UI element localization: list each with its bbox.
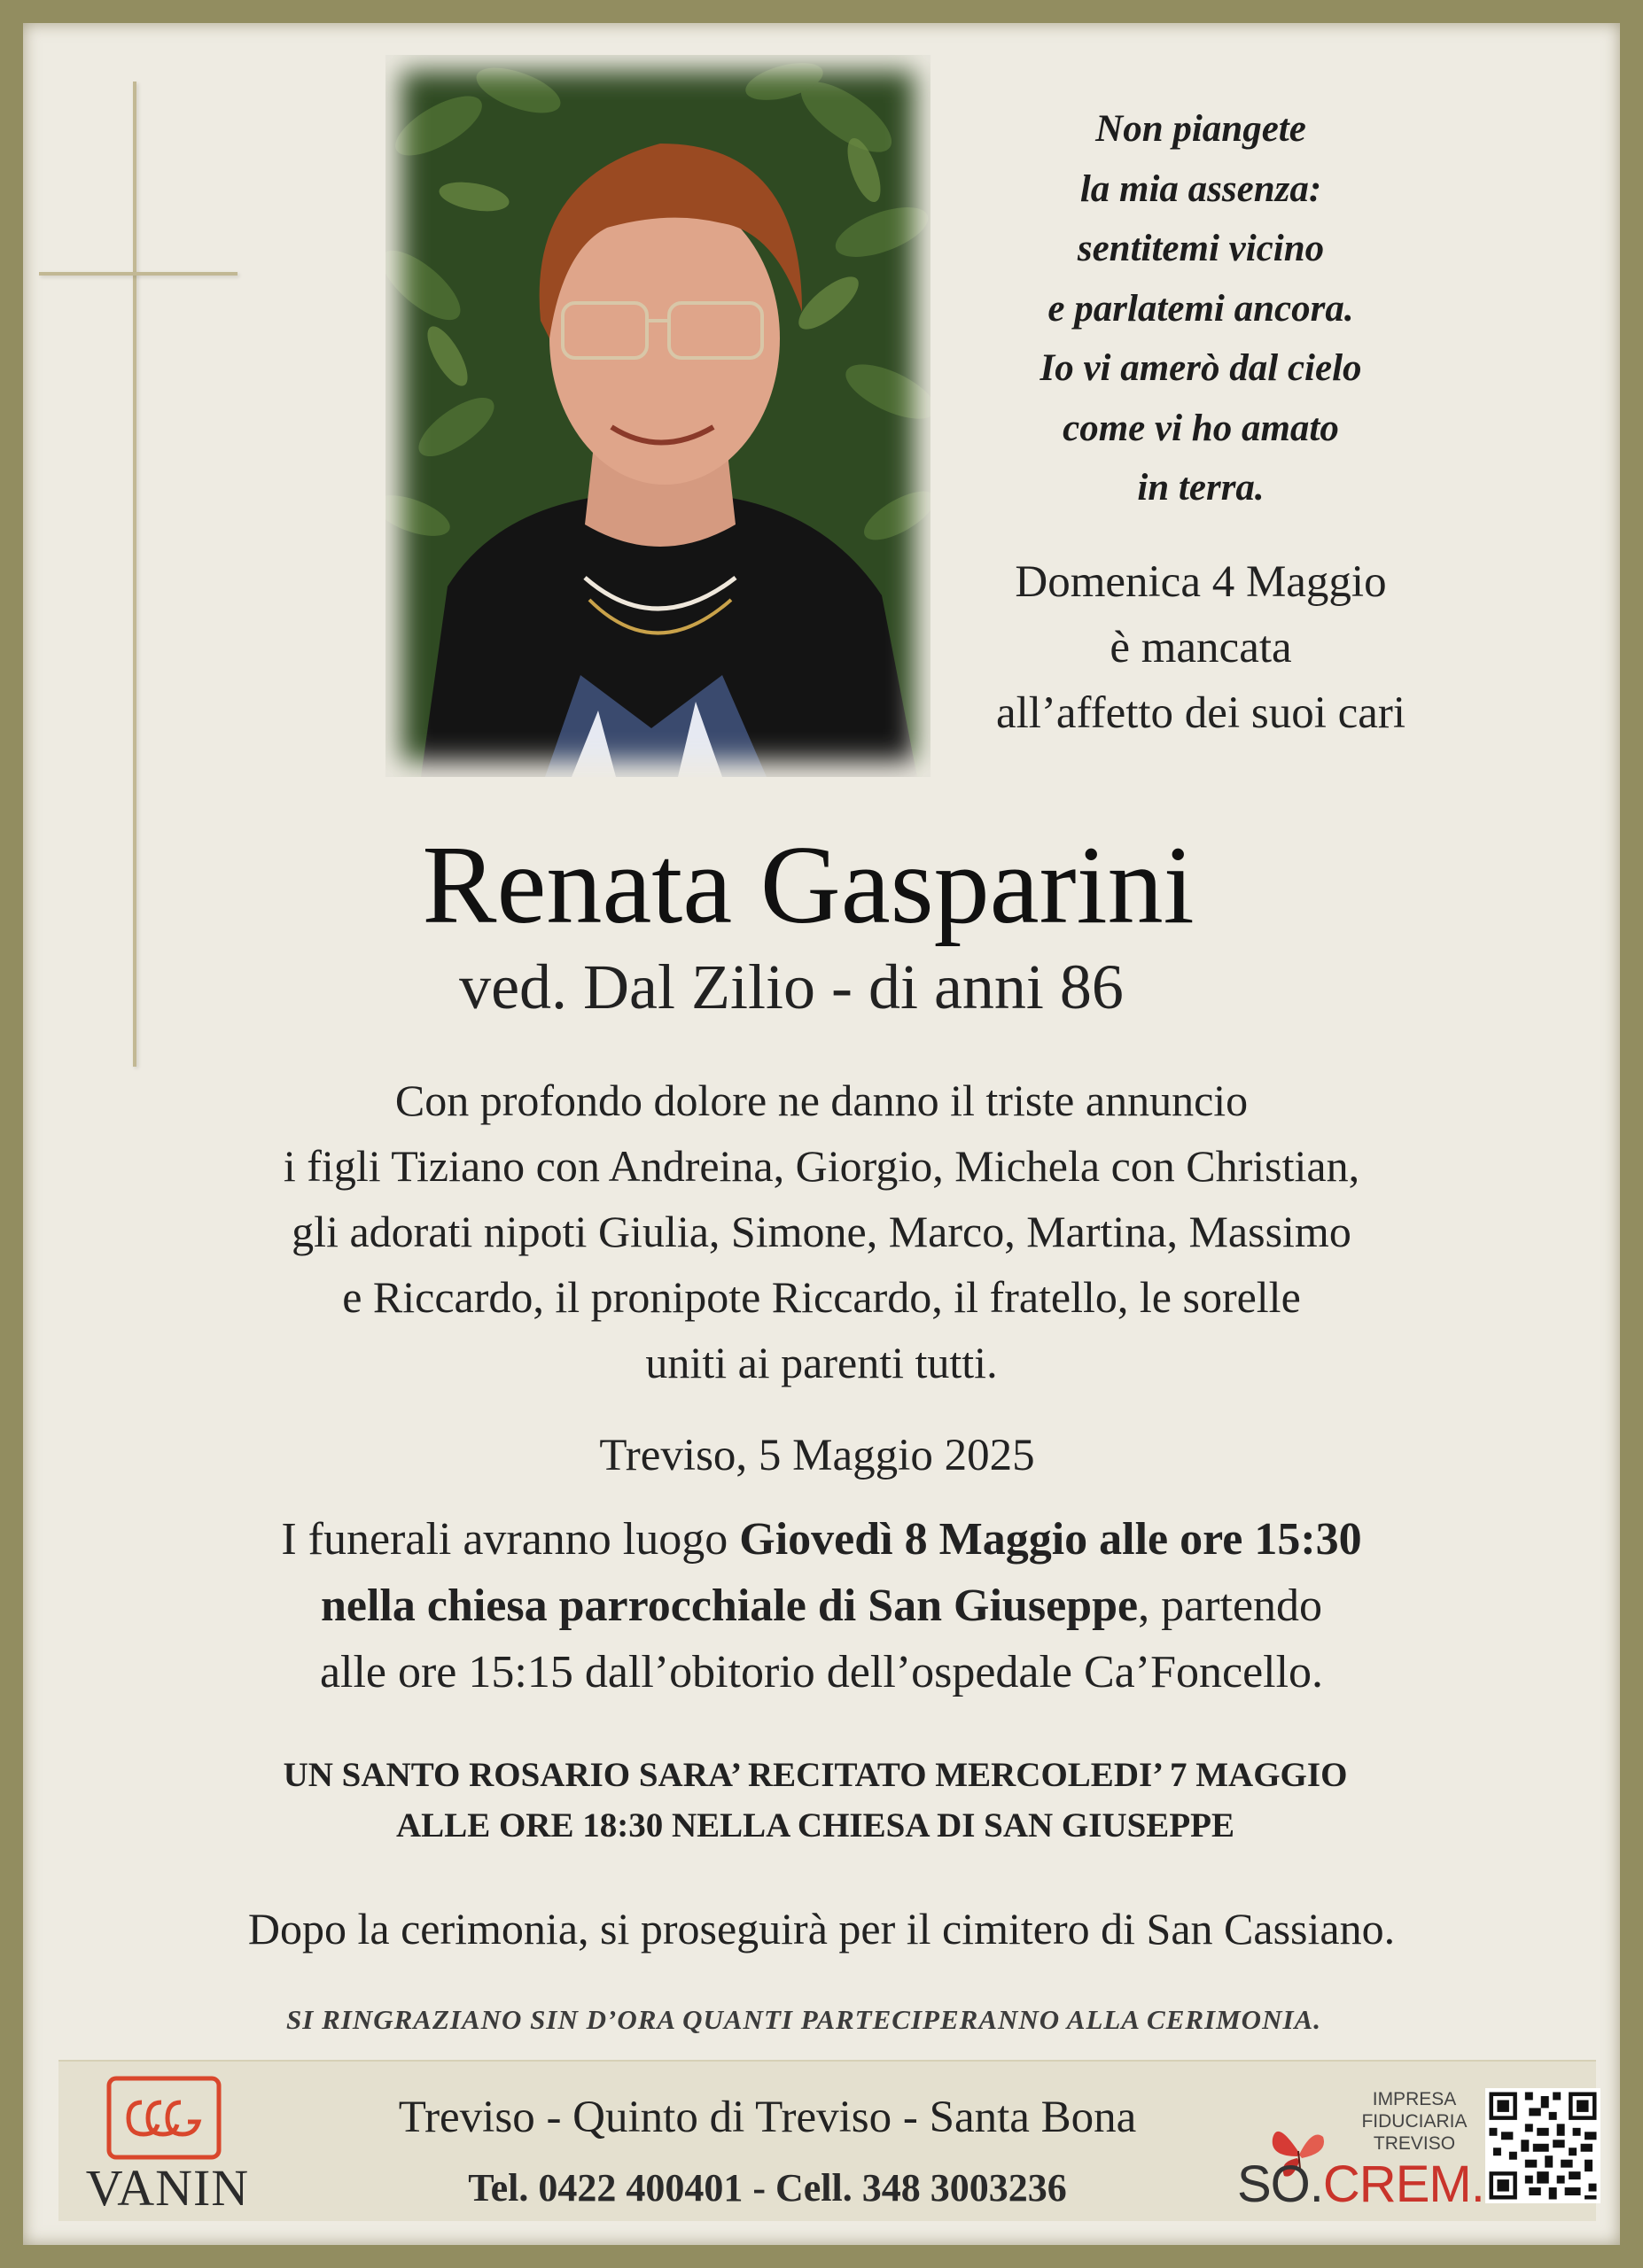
announcement-line: gli adorati nipoti Giulia, Simone, Marco, Martina, Massimo: [292, 1207, 1351, 1256]
qr-code-icon[interactable]: [1485, 2088, 1600, 2203]
announcement-line: uniti ai parenti tutti.: [645, 1338, 998, 1387]
deceased-subtitle: ved. Dal Zilio - di anni 86: [459, 951, 1124, 1022]
cross-horizontal-bar: [39, 272, 237, 276]
vanin-brand: VANIN: [85, 2159, 250, 2217]
poem: [948, 99, 1453, 518]
poem-line: Io vi amerò dal cielo: [1040, 347, 1362, 389]
poem-line: in terra.: [1137, 467, 1265, 509]
rosary-line: UN SANTO ROSARIO SARA’ RECITATO MERCOLEDI’ 7 MAGGIO: [283, 1756, 1348, 1794]
socrem-crem: CREM.: [1322, 2155, 1484, 2213]
announcement-line: i figli Tiziano con Andreina, Giorgio, Michela con Christian,: [283, 1141, 1360, 1191]
poem-line: Non piangete: [1095, 108, 1306, 150]
announcement: [0, 1068, 1643, 1395]
announcement-line: e Riccardo, il pronipote Riccardo, il fratello, le sorelle: [342, 1272, 1301, 1322]
socrem-tagline-line: IMPRESA: [1372, 2089, 1457, 2109]
poem-line: e parlatemi ancora.: [1047, 287, 1354, 330]
funeral-date-time: Giovedì 8 Maggio alle ore 15:30: [739, 1514, 1362, 1565]
funeral-text: I funerali avranno luogo: [281, 1514, 740, 1565]
deceased-name: Renata Gasparini: [422, 824, 1195, 947]
place-date: Treviso, 5 Maggio 2025: [599, 1431, 1035, 1480]
footer-band: [58, 2060, 1596, 2221]
death-notice-line: è mancata: [1110, 623, 1292, 672]
rosary-line: ALLE ORE 18:30 NELLA CHIESA DI SAN GIUSEPPE: [396, 1806, 1234, 1845]
socrem-tagline-line: TREVISO: [1373, 2133, 1456, 2154]
footer-phones: Tel. 0422 400401 - Cell. 348 3003236: [468, 2166, 1067, 2210]
thanks-note: SI RINGRAZIANO SIN D’ORA QUANTI PARTECIPERANNO ALLA CERIMONIA.: [286, 2004, 1321, 2035]
footer-locations: Treviso - Quinto di Treviso - Santa Bona: [398, 2093, 1137, 2142]
poem-line: sentitemi vicino: [1077, 228, 1325, 269]
portrait-photo: [385, 55, 931, 777]
socrem-so: SO.: [1237, 2155, 1323, 2213]
vanin-logo-icon: [106, 2076, 222, 2160]
death-notice-line: all’affetto dei suoi cari: [995, 688, 1406, 738]
funeral-details: [0, 1506, 1643, 1705]
funeral-line-3: alle ore 15:15 dall’obitorio dell’ospedale Ca’Foncello.: [319, 1647, 1324, 1697]
announcement-line: Con profondo dolore ne danno il triste annuncio: [394, 1076, 1249, 1125]
funeral-text: , partendo: [1138, 1581, 1323, 1631]
poem-line: come vi ho amato: [1063, 407, 1339, 449]
rosary-notice: [0, 1750, 1643, 1851]
after-ceremony: Dopo la cerimonia, si proseguirà per il cimitero di San Cassiano.: [247, 1904, 1396, 1953]
socrem-logo: [1237, 2155, 1484, 2213]
funeral-line-2: [0, 1573, 1643, 1639]
death-notice-line: Domenica 4 Maggio: [1015, 557, 1387, 607]
socrem-tagline: [1352, 2088, 1476, 2155]
poem-line: la mia assenza:: [1079, 167, 1322, 210]
funeral-church: nella chiesa parrocchiale di San Giuseppe: [320, 1581, 1139, 1631]
death-notice: [948, 549, 1453, 746]
funeral-line-1: [0, 1506, 1643, 1573]
socrem-tagline-line: FIDUCIARIA: [1361, 2111, 1468, 2132]
